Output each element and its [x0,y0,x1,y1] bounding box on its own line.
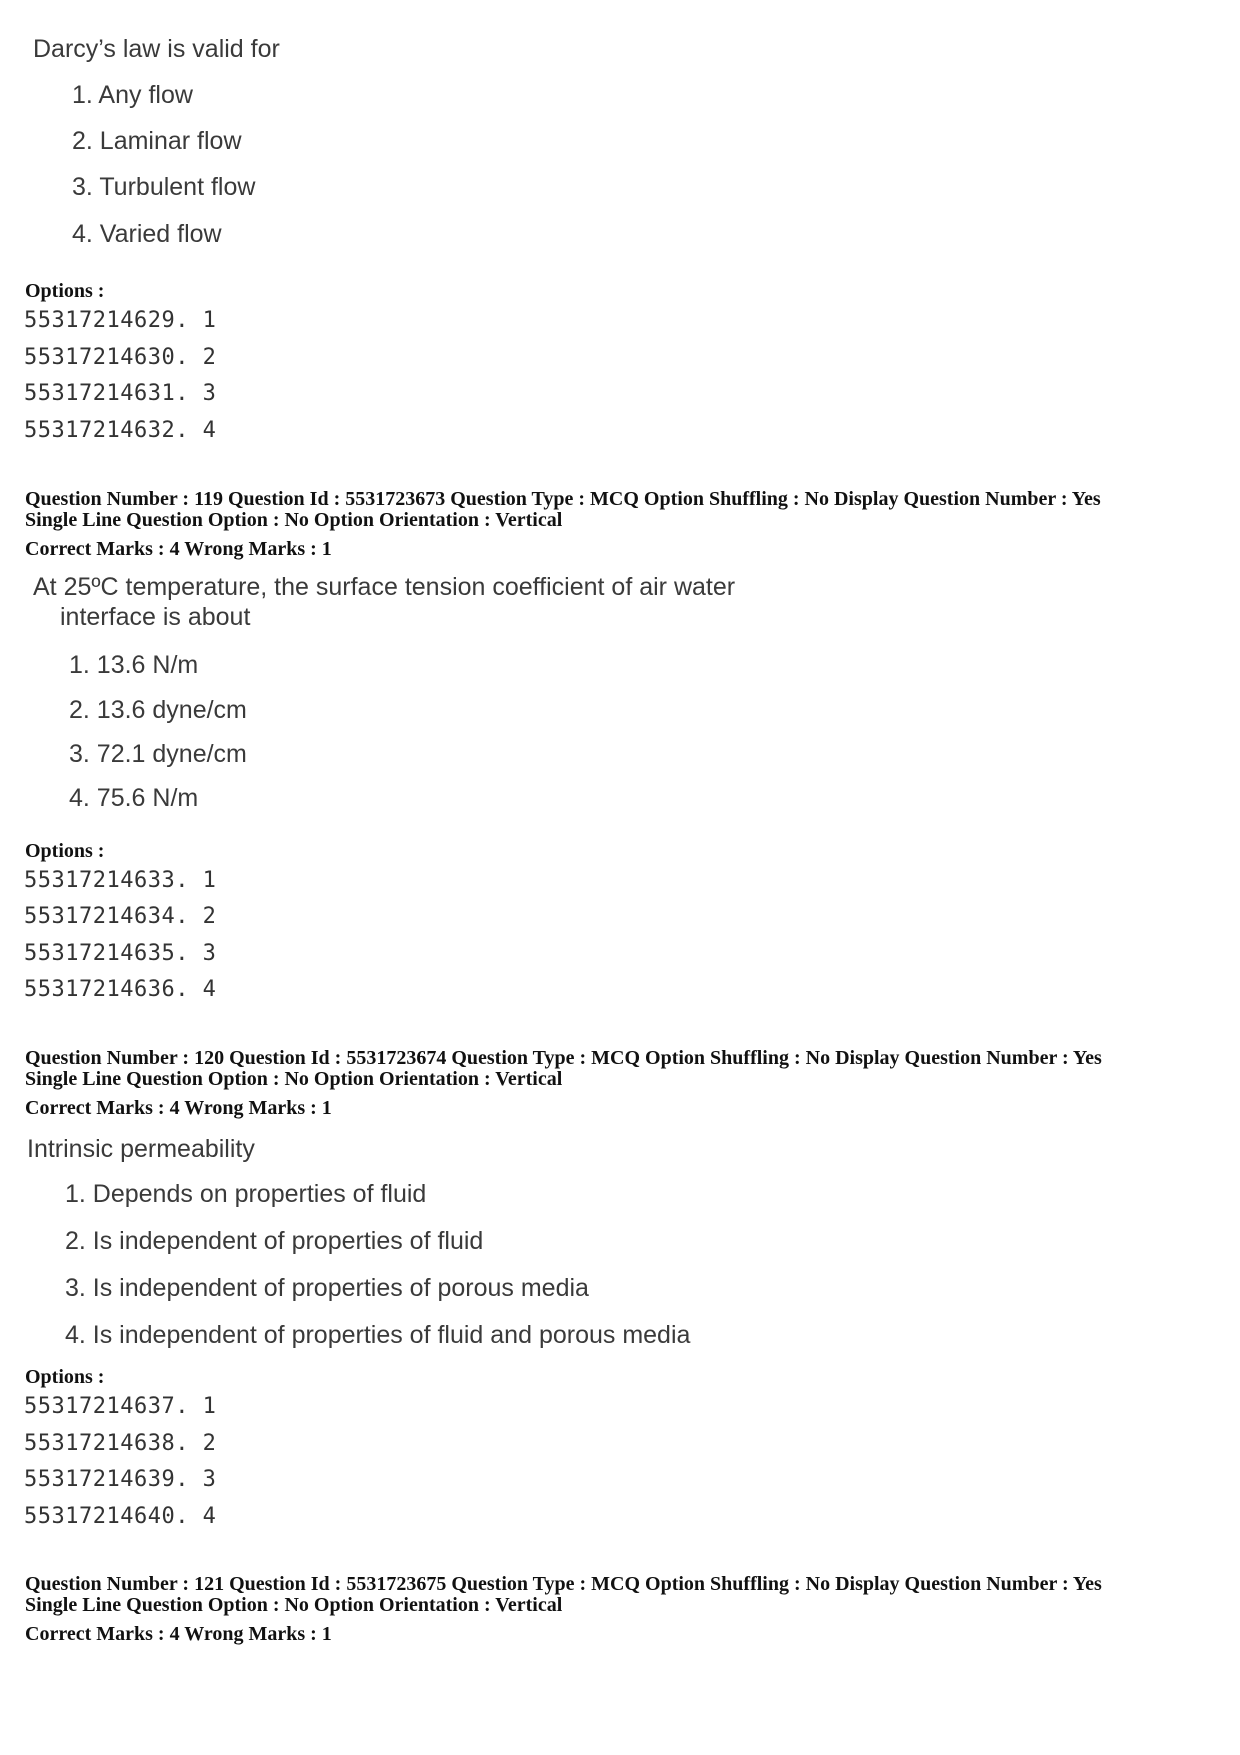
q120-header-line1: Question Number : 120 Question Id : 5531723674 Question Type : MCQ Option Shuffling : No Display Question Number : Yes [25,1047,1102,1069]
q118-choice-2: 2. Laminar flow [72,127,242,155]
q118-stem: Darcy’s law is valid for [33,35,280,63]
q119-marks: Correct Marks : 4 Wrong Marks : 1 [25,538,332,560]
q120-option-4: 55317214640. 4 [24,1504,217,1529]
q119-header-line2: Single Line Question Option : No Option Orientation : Vertical [25,509,563,531]
q120-header-line2: Single Line Question Option : No Option Orientation : Vertical [25,1068,563,1090]
q119-choice-1: 1. 13.6 N/m [69,651,199,679]
q118-options-label: Options : [25,280,105,302]
q120-stem: Intrinsic permeability [27,1135,255,1163]
q120-option-1: 55317214637. 1 [24,1394,217,1419]
q118-option-1: 55317214629. 1 [24,308,217,333]
q119-option-2: 55317214634. 2 [24,904,217,929]
q119-option-1: 55317214633. 1 [24,868,217,893]
q118-choice-3: 3. Turbulent flow [72,173,256,201]
q119-choice-3: 3. 72.1 dyne/cm [69,740,247,768]
q120-choice-4: 4. Is independent of properties of fluid and porous media [65,1321,691,1349]
q118-choice-4: 4. Varied flow [72,220,222,248]
q118-option-3: 55317214631. 3 [24,381,217,406]
q120-option-3: 55317214639. 3 [24,1467,217,1492]
q119-stem-line1: At 25ºC temperature, the surface tension coefficient of air water [33,573,736,601]
q119-header-line1: Question Number : 119 Question Id : 5531723673 Question Type : MCQ Option Shuffling : No Display Question Number : Yes [25,488,1101,510]
q119-stem-line2: interface is about [60,603,251,631]
q119-option-3: 55317214635. 3 [24,941,217,966]
q120-options-label: Options : [25,1366,105,1388]
q120-choice-1: 1. Depends on properties of fluid [65,1180,427,1208]
q119-option-4: 55317214636. 4 [24,977,217,1002]
q119-choice-4: 4. 75.6 N/m [69,784,199,812]
q119-options-label: Options : [25,840,105,862]
q120-choice-2: 2. Is independent of properties of fluid [65,1227,484,1255]
q119-stem [33,572,735,632]
q121-header-line2: Single Line Question Option : No Option Orientation : Vertical [25,1594,563,1616]
q118-option-4: 55317214632. 4 [24,418,217,443]
q121-marks: Correct Marks : 4 Wrong Marks : 1 [25,1623,332,1645]
q119-choice-2: 2. 13.6 dyne/cm [69,696,247,724]
q118-option-2: 55317214630. 2 [24,345,217,370]
q120-option-2: 55317214638. 2 [24,1431,217,1456]
q120-choice-3: 3. Is independent of properties of porous media [65,1274,589,1302]
q120-marks: Correct Marks : 4 Wrong Marks : 1 [25,1097,332,1119]
q121-header-line1: Question Number : 121 Question Id : 5531723675 Question Type : MCQ Option Shuffling : No Display Question Number : Yes [25,1573,1102,1595]
q118-choice-1: 1. Any flow [72,81,193,109]
